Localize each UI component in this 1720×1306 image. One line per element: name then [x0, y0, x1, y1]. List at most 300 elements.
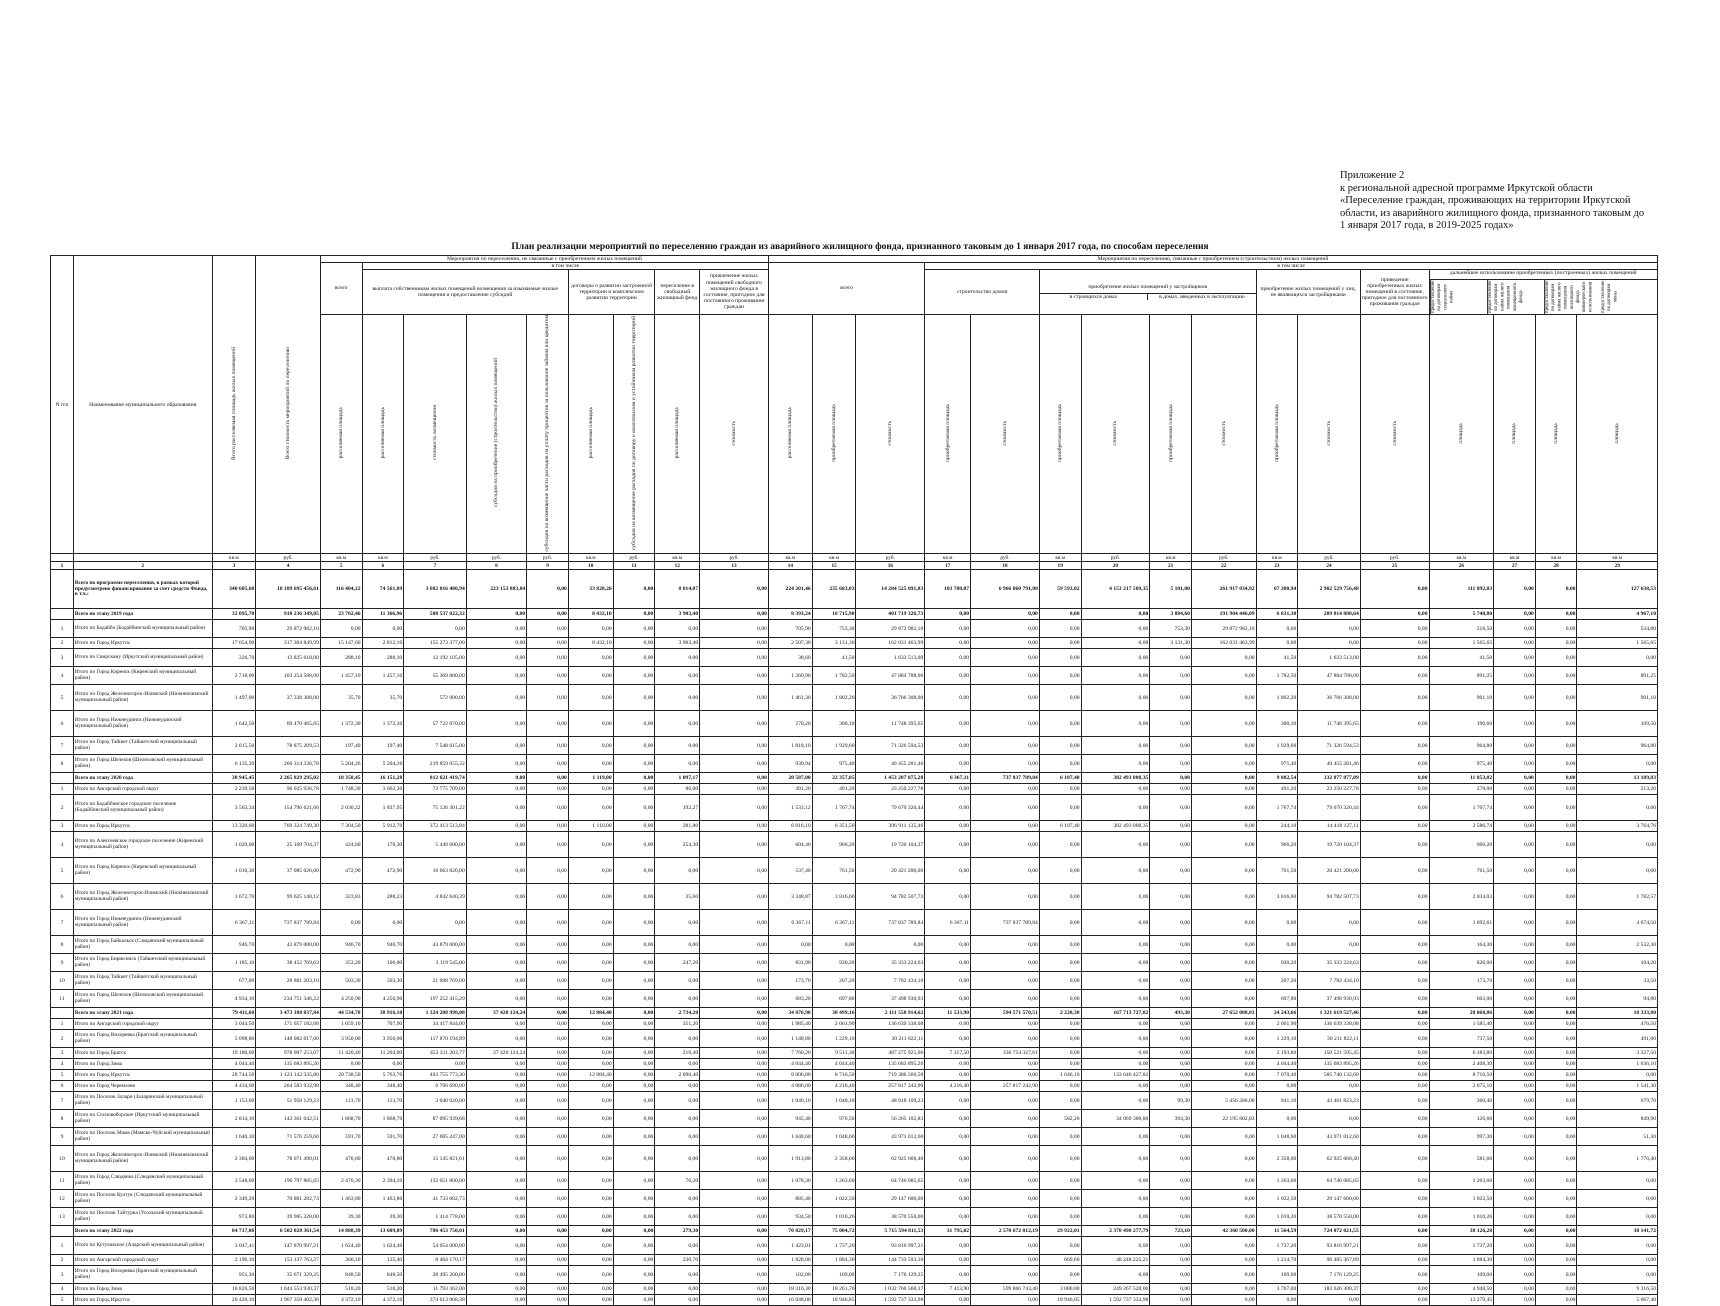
value-cell: 0,00	[1150, 649, 1192, 667]
value-cell: 43 879 000,00	[404, 936, 467, 954]
value-cell: 0,00	[655, 1092, 700, 1110]
value-cell: 22 357,05	[812, 773, 856, 784]
value-cell: 585 740 132,68	[1298, 1070, 1361, 1081]
plan-table	[50, 255, 1658, 1306]
value-cell: 737,50	[1429, 1030, 1494, 1048]
value-cell: 848,50	[362, 1266, 404, 1284]
value-cell: 737 837 789,84	[256, 910, 321, 936]
value-cell: 1 453 207 875,28	[856, 773, 925, 784]
value-cell: 135 683 895,26	[856, 1059, 925, 1070]
value-cell: 0,00	[466, 1284, 526, 1295]
value-cell: 11 748 395,65	[856, 711, 925, 737]
value-cell: 0,00	[466, 832, 526, 858]
value-cell: 0,00	[527, 570, 569, 609]
value-cell: 975,40	[1429, 755, 1494, 773]
sub-subsidy-rent: субсидия на возмещение части расходов на уплату процентов за пользование займом или кредитом	[527, 314, 569, 554]
table-row	[51, 1110, 1658, 1128]
value-cell: 403 755 773,30	[404, 1070, 467, 1081]
value-cell: 135,40	[362, 1255, 404, 1266]
value-cell: 1 022,50	[1256, 1190, 1298, 1208]
value-cell: 0,00	[1039, 1266, 1081, 1284]
value-cell: 103 254 588,00	[256, 667, 321, 685]
column-number-cell: 13	[700, 562, 769, 570]
value-cell: 7 413,90	[925, 1284, 971, 1295]
table-row	[51, 685, 1658, 711]
value-cell: 2 507,30	[768, 638, 812, 649]
value-cell: 0,00	[613, 737, 655, 755]
value-cell: 1 463,80	[362, 1190, 404, 1208]
value-cell: 0,00	[1150, 1146, 1192, 1172]
value-cell: 55 369 800,00	[404, 667, 467, 685]
value-cell: 1 321 619 527,46	[1298, 1008, 1361, 1019]
value-cell: 753,30	[1150, 620, 1192, 638]
value-cell: 0,00	[527, 649, 569, 667]
value-cell: 0,00	[700, 711, 769, 737]
value-cell: 0,00	[1081, 1081, 1150, 1092]
value-cell: 503,30	[320, 972, 362, 990]
value-cell: 0,00	[1535, 832, 1577, 858]
value-cell: 0,00	[568, 1226, 613, 1237]
value-cell: 27 605 247,00	[404, 1128, 467, 1146]
table-row	[51, 773, 1658, 784]
value-cell: 0,00	[1535, 1128, 1577, 1146]
value-cell: 0,00	[1577, 858, 1658, 884]
row-number: 3	[51, 821, 74, 832]
row-number: 5	[51, 685, 74, 711]
value-cell: 0,00	[568, 936, 613, 954]
value-cell: 0,00	[1191, 784, 1256, 795]
units-row	[51, 554, 1658, 562]
value-cell: 0,00	[527, 1059, 569, 1070]
value-cell: 0,00	[655, 649, 700, 667]
value-cell: 126,60	[1429, 1110, 1494, 1128]
appendix-line: области, из аварийного жилищного фонда, признанного таковым до	[1340, 207, 1645, 219]
value-cell: 697,80	[1256, 990, 1298, 1008]
row-name: Итого по Город Слюдянка (Слюдянский муниципальный район)	[73, 1172, 212, 1190]
value-cell: 0,00	[1535, 1008, 1577, 1019]
value-cell: 0,00	[613, 1092, 655, 1110]
value-cell: 0,00	[1360, 737, 1429, 755]
value-cell: 0,00	[1360, 954, 1429, 972]
value-cell: 0,00	[1535, 773, 1577, 784]
value-cell: 1 767,74	[812, 795, 856, 821]
value-cell: 0,00	[1191, 1284, 1256, 1295]
value-cell: 0,00	[1256, 1110, 1298, 1128]
value-cell: 973,80	[212, 1208, 256, 1226]
value-cell: 32 095,70	[212, 609, 256, 620]
value-cell: 910 236 349,05	[256, 609, 321, 620]
value-cell: 34 417 844,00	[404, 1019, 467, 1030]
value-cell: 353,20	[320, 954, 362, 972]
row-number: 1	[51, 1019, 74, 1030]
value-cell: 0,00	[971, 1110, 1040, 1128]
row-number	[51, 1226, 74, 1237]
value-cell: 150 521 595,45	[1298, 1048, 1361, 1059]
value-cell: 0,00	[1191, 1190, 1256, 1208]
value-cell: 69 470 465,65	[256, 711, 321, 737]
value-cell: 0,00	[613, 570, 655, 609]
value-cell: 47 884 788,00	[1298, 667, 1361, 685]
value-cell: 0,00	[971, 667, 1040, 685]
unit-cell: кв.м	[768, 554, 812, 562]
value-cell: 0,00	[1535, 609, 1577, 620]
table-row	[51, 910, 1658, 936]
value-cell: 167 713 727,82	[1081, 1008, 1150, 1019]
value-cell: 43 971 012,60	[1298, 1128, 1361, 1146]
value-cell: 70 829,17	[768, 1226, 812, 1237]
value-cell: 3 672,70	[212, 884, 256, 910]
value-cell: 54 054 000,00	[404, 1237, 467, 1255]
value-cell: 35,70	[362, 685, 404, 711]
value-cell: 0,00	[613, 1081, 655, 1092]
row-name: Итого по Кутуликское (Аларский муниципальный район)	[73, 1237, 212, 1255]
value-cell: 332 877 077,09	[1298, 773, 1361, 784]
value-cell: 0,00	[1535, 972, 1577, 990]
value-cell: 487 275 925,06	[856, 1048, 925, 1059]
value-cell: 0,00	[527, 1295, 569, 1306]
row-number: 2	[51, 795, 74, 821]
value-cell: 0,00	[1039, 1208, 1081, 1226]
value-cell: 192,27	[655, 795, 700, 821]
value-cell: 8 716,50	[812, 1070, 856, 1081]
value-cell: 0,00	[1360, 910, 1429, 936]
sub-cost: стоимость	[1298, 314, 1361, 554]
value-cell: 0,00	[1360, 784, 1429, 795]
value-cell: 4 044,40	[812, 1059, 856, 1070]
value-cell: 1 457,10	[320, 667, 362, 685]
value-cell: 0,00	[1081, 649, 1150, 667]
table-row	[51, 990, 1658, 1008]
value-cell: 891,25	[1577, 667, 1658, 685]
value-cell: 0,00	[1039, 954, 1081, 972]
row-number: 9	[51, 954, 74, 972]
value-cell: 0,00	[1494, 1008, 1536, 1019]
value-cell: 0,00	[1577, 1172, 1658, 1190]
value-cell: 0,00	[700, 784, 769, 795]
value-cell: 33 828,26	[568, 570, 613, 609]
value-cell: 0,00	[466, 685, 526, 711]
value-cell: 6 831,30	[1256, 609, 1298, 620]
value-cell: 966,20	[812, 832, 856, 858]
value-cell: 0,00	[1150, 1030, 1192, 1048]
value-cell: 11 366,96	[362, 609, 404, 620]
value-cell: 0,00	[568, 910, 613, 936]
value-cell: 37 498 930,93	[1298, 990, 1361, 1008]
row-number: 4	[51, 667, 74, 685]
value-cell: 0,00	[1039, 1237, 1081, 1255]
unit-cell	[73, 554, 212, 562]
value-cell: 0,00	[613, 821, 655, 832]
value-cell: 0,00	[700, 858, 769, 884]
value-cell: 0,00	[700, 910, 769, 936]
value-cell: 0,00	[655, 1208, 700, 1226]
value-cell: 18 316,30	[768, 1284, 812, 1295]
value-cell: 4 372,10	[362, 1295, 404, 1306]
value-cell: 5 204,26	[320, 755, 362, 773]
value-cell: 5 912,70	[362, 821, 404, 832]
value-cell: 0,00	[568, 1128, 613, 1146]
value-cell: 1 776,40	[1577, 1146, 1658, 1172]
value-cell: 0,00	[700, 936, 769, 954]
value-cell: 0,00	[466, 667, 526, 685]
value-cell: 0,00	[527, 1190, 569, 1208]
value-cell: 0,00	[1039, 936, 1081, 954]
value-cell: 3 903,40	[655, 609, 700, 620]
value-cell: 705,90	[212, 620, 256, 638]
value-cell: 6 966 860 791,08	[971, 570, 1040, 609]
value-cell: 35,70	[320, 685, 362, 711]
value-cell: 196 797 885,65	[256, 1172, 321, 1190]
value-cell: 79 670 320,44	[856, 795, 925, 821]
value-cell: 0,00	[613, 711, 655, 737]
value-cell: 279,30	[655, 1226, 700, 1237]
value-cell: 43 879 000,00	[256, 936, 321, 954]
value-cell: 0,00	[527, 609, 569, 620]
value-cell: 71 326 594,53	[1298, 737, 1361, 755]
plan-table-wrapper	[50, 255, 1658, 1306]
value-cell: 2 470,30	[320, 1172, 362, 1190]
value-cell: 74 561,89	[362, 570, 404, 609]
value-cell: 761,50	[1256, 858, 1298, 884]
value-cell: 1 585,40	[1429, 1019, 1494, 1030]
value-cell: 503,30	[362, 972, 404, 990]
value-cell: 0,00	[1191, 737, 1256, 755]
value-cell: 0,00	[1360, 1237, 1429, 1255]
value-cell: 0,00	[1150, 711, 1192, 737]
sub-subsidy-dev: субсидия на возмещение расходов по договору о комплексном и устойчивом развитии территорий	[613, 314, 655, 554]
value-cell: 0,00	[971, 1266, 1040, 1284]
value-cell: 0,00	[1039, 990, 1081, 1008]
value-cell: 0,00	[1535, 755, 1577, 773]
value-cell: 13 825 618,00	[256, 649, 321, 667]
value-cell: 2 061,90	[812, 1019, 856, 1030]
sub-subsidy-buy: субсидия на приобретение (строительство) жилых помещений	[466, 314, 526, 554]
value-cell: 1 229,10	[1256, 1030, 1298, 1048]
value-cell: 0,00	[925, 795, 971, 821]
value-cell: 6 367,11	[212, 910, 256, 936]
value-cell: 812 621 419,74	[404, 773, 467, 784]
row-number: 3	[51, 1048, 74, 1059]
value-cell: 7 782 434,10	[856, 972, 925, 990]
value-cell: 3 764,76	[1577, 821, 1658, 832]
value-cell: 0,00	[1039, 620, 1081, 638]
value-cell: 0,00	[700, 1059, 769, 1070]
value-cell: 0,00	[1360, 1208, 1429, 1226]
value-cell: 0,00	[1535, 1266, 1577, 1284]
value-cell: 0,00	[613, 832, 655, 858]
value-cell: 0,00	[1039, 638, 1081, 649]
value-cell: 0,00	[1494, 773, 1536, 784]
value-cell: 0,00	[527, 858, 569, 884]
value-cell: 0,00	[613, 1146, 655, 1172]
value-cell: 93 816 997,21	[856, 1237, 925, 1255]
unit-cell: руб.	[256, 554, 321, 562]
value-cell: 25 169 704,37	[256, 832, 321, 858]
value-cell: 0,00	[613, 1070, 655, 1081]
value-cell: 0,00	[1039, 1172, 1081, 1190]
value-cell: 0,00	[1191, 1128, 1256, 1146]
value-cell: 43 461 823,23	[1298, 1092, 1361, 1110]
value-cell: 191 904 446,09	[1191, 609, 1256, 620]
table-row	[51, 858, 1658, 884]
value-cell: 38 499,16	[812, 1008, 856, 1019]
value-cell: 396 911 135,46	[856, 821, 925, 832]
header-b-further	[1429, 270, 1657, 314]
value-cell: 10 715,90	[812, 609, 856, 620]
value-cell: 0,00	[655, 667, 700, 685]
column-number-cell: 2	[73, 562, 212, 570]
value-cell: 0,00	[1081, 858, 1150, 884]
value-cell: 0,00	[812, 936, 856, 954]
value-cell: 20 421 200,00	[856, 858, 925, 884]
appendix-line: Приложение 2	[1340, 170, 1405, 181]
value-cell: 261 917 034,92	[1191, 570, 1256, 609]
value-cell: 930,94	[768, 755, 812, 773]
value-cell: 4 216,40	[812, 1081, 856, 1092]
value-cell: 59 593,02	[1039, 570, 1081, 609]
value-cell: 978 007 253,07	[256, 1048, 321, 1059]
value-cell: 0,00	[1298, 1081, 1361, 1092]
value-cell: 0,00	[700, 1048, 769, 1059]
value-cell: 0,00	[700, 1172, 769, 1190]
value-cell: 2 812,10	[362, 638, 404, 649]
value-cell: 94 782 507,73	[1298, 884, 1361, 910]
value-cell: 1 624,40	[320, 1237, 362, 1255]
value-cell: 0,00	[971, 1190, 1040, 1208]
value-cell: 930,20	[812, 954, 856, 972]
value-cell: 0,00	[527, 1019, 569, 1030]
value-cell: 2 394,10	[362, 1172, 404, 1190]
value-cell: 0,00	[1150, 910, 1192, 936]
value-cell: 0,00	[1150, 972, 1192, 990]
value-cell: 1 929,60	[812, 737, 856, 755]
value-cell: 0,00	[568, 1255, 613, 1266]
value-cell: 849,90	[1577, 1110, 1658, 1128]
value-cell: 934,50	[768, 1208, 812, 1226]
value-cell: 0,00	[1535, 1019, 1577, 1030]
column-number-cell: 8	[466, 562, 526, 570]
header-a-free: переселение в свободный жилищный фонд	[655, 270, 700, 314]
value-cell: 0,00	[925, 685, 971, 711]
table-row	[51, 570, 1658, 609]
table-row	[51, 649, 1658, 667]
value-cell: 7 760,20	[768, 1048, 812, 1059]
value-cell: 0,00	[1535, 910, 1577, 936]
header-a-total: всего	[320, 263, 362, 314]
header-a-payout: выплата собственникам жилых помещений возмещения за изымаемые жилые помещения и предоставление субсидий	[362, 270, 568, 314]
value-cell: 1 048,60	[768, 1128, 812, 1146]
value-cell: 0,00	[700, 737, 769, 755]
value-cell: 218,50	[1429, 620, 1494, 638]
table-row	[51, 972, 1658, 990]
header-b-persons: приобретение жилых помещений у лиц, не являющихся застройщиками	[1256, 270, 1360, 314]
column-number-cell: 9	[527, 562, 569, 570]
table-row	[51, 638, 1658, 649]
value-cell: 0,00	[1360, 1030, 1429, 1048]
value-cell: 0,00	[568, 1146, 613, 1172]
value-cell: 0,00	[1150, 667, 1192, 685]
value-cell: 38,60	[768, 649, 812, 667]
value-cell: 43 971 012,60	[856, 1128, 925, 1146]
value-cell: 0,00	[1081, 795, 1150, 821]
value-cell: 9 511,30	[812, 1048, 856, 1059]
value-cell: 94 782 507,73	[856, 884, 925, 910]
table-row	[51, 711, 1658, 737]
value-cell: 109,50	[1577, 711, 1658, 737]
value-cell: 15 145 821,61	[404, 1146, 467, 1172]
value-cell: 288,10	[320, 649, 362, 667]
header-name: Наименование муниципального образования	[73, 256, 212, 554]
value-cell: 966,20	[1429, 832, 1494, 858]
value-cell: 0,00	[613, 1030, 655, 1048]
value-cell: 0,00	[466, 1255, 526, 1266]
value-cell: 4 250,90	[320, 990, 362, 1008]
value-cell: 491,20	[1256, 784, 1298, 795]
value-cell: 0,00	[362, 1059, 404, 1070]
table-row	[51, 784, 1658, 795]
value-cell: 0,00	[971, 711, 1040, 737]
column-number-cell: 25	[1360, 562, 1429, 570]
value-cell: 0,00	[1081, 711, 1150, 737]
value-cell: 0,00	[1039, 649, 1081, 667]
value-cell: 111 892,03	[1429, 570, 1494, 609]
value-cell: 0,00	[1535, 936, 1577, 954]
value-cell: 0,00	[1577, 1255, 1658, 1266]
value-cell: 0,00	[1191, 972, 1256, 990]
row-number: 5	[51, 858, 74, 884]
value-cell: 2 570 672 012,19	[971, 1226, 1040, 1237]
value-cell: 76,20	[655, 1172, 700, 1190]
value-cell: 0,00	[527, 1092, 569, 1110]
value-cell: 0,00	[1081, 685, 1150, 711]
value-cell: 0,00	[655, 1128, 700, 1146]
value-cell: 1 748,30	[320, 784, 362, 795]
value-cell: 0,00	[527, 972, 569, 990]
value-cell: 0,00	[1081, 884, 1150, 910]
sub-cost: стоимость	[856, 314, 925, 554]
value-cell: 0,00	[613, 1019, 655, 1030]
unit-cell: руб.	[971, 554, 1040, 562]
table-row	[51, 1284, 1658, 1295]
value-cell: 0,00	[1360, 570, 1429, 609]
value-cell: 3 119 545,00	[404, 954, 467, 972]
table-body	[51, 570, 1658, 1306]
value-cell: 351,20	[655, 1019, 700, 1030]
value-cell: 0,00	[1360, 638, 1429, 649]
row-name: Итого по Город Тайшет (Тайшетский муниципальный район)	[73, 737, 212, 755]
value-cell: 0,00	[568, 1019, 613, 1030]
value-cell: 0,00	[362, 910, 404, 936]
value-cell: 1 040,10	[768, 1092, 812, 1110]
value-cell: 0,00	[971, 954, 1040, 972]
column-number-cell: 11	[613, 562, 655, 570]
column-number-cell: 16	[856, 562, 925, 570]
value-cell: 737 837 789,84	[971, 910, 1040, 936]
value-cell: 16 048,00	[768, 1295, 812, 1306]
value-cell: 62 925 668,40	[1298, 1146, 1361, 1172]
value-cell: 604,40	[768, 832, 812, 858]
value-cell: 0,00	[971, 1092, 1040, 1110]
value-cell: 0,00	[527, 832, 569, 858]
value-cell: 719 386 560,50	[856, 1070, 925, 1081]
row-number: 10	[51, 1146, 74, 1172]
value-cell: 0,00	[1081, 1208, 1150, 1226]
value-cell: 6 183,80	[1429, 1048, 1494, 1059]
value-cell: 705,90	[768, 620, 812, 638]
value-cell: 1 423,01	[768, 1237, 812, 1255]
value-cell: 4 216,40	[925, 1081, 971, 1092]
value-cell: 1 868,70	[320, 1110, 362, 1128]
